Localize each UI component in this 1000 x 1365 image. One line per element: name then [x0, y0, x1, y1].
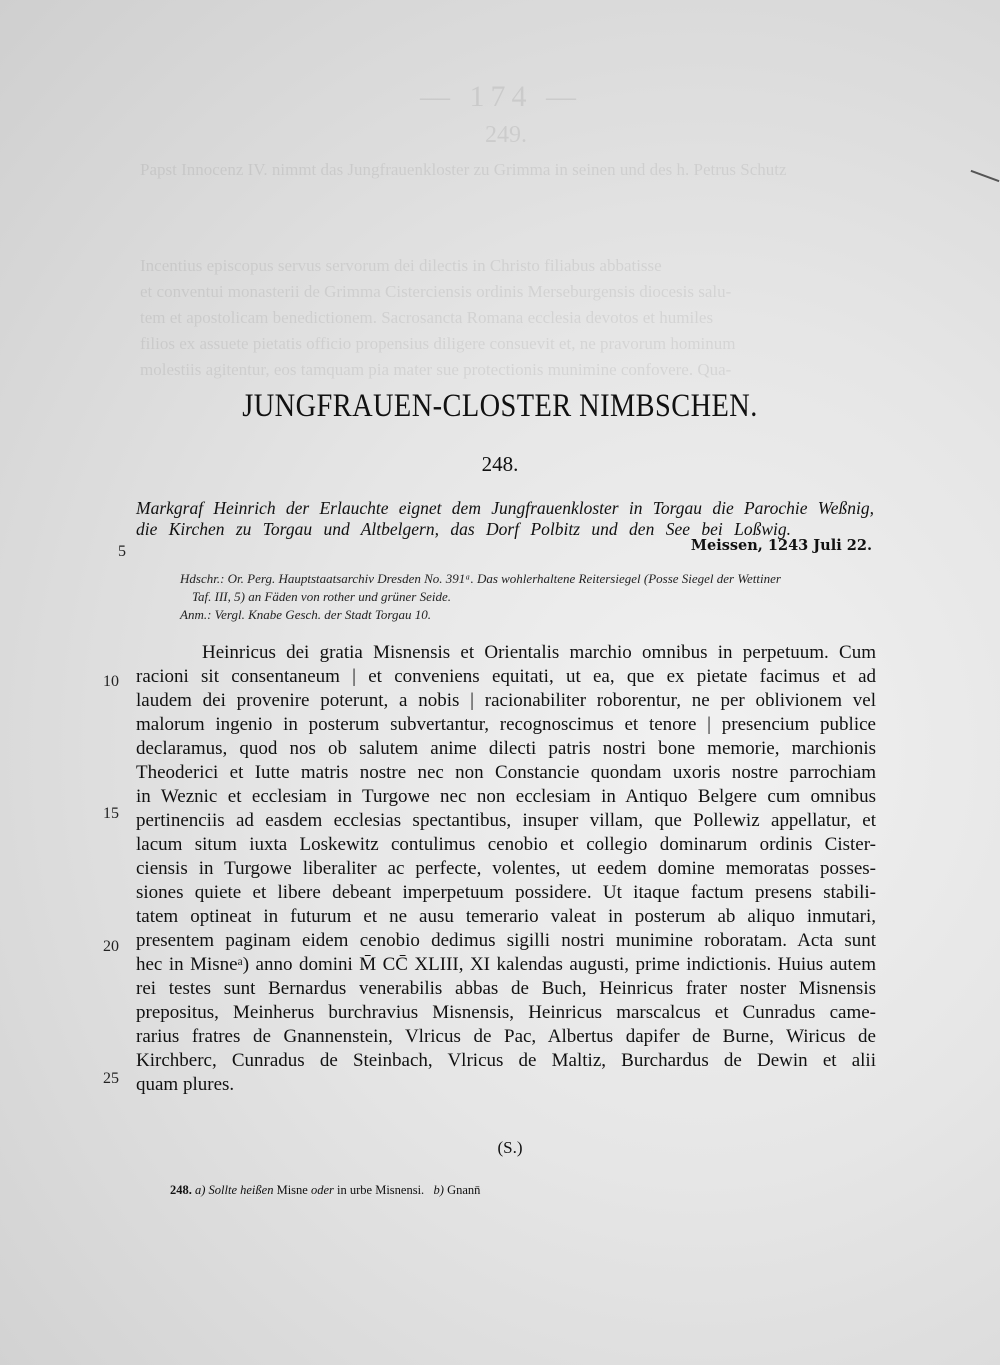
place-date: Meissen, 1243 Juli 22.	[690, 537, 872, 554]
regest-line: die Kirchen zu Torgau und Altbelgern, das Dorf Polbitz und den See bei Loßwig.	[136, 519, 791, 539]
text-line: declaramus, quod nos ob salutem anime dilecti patris nostri bone memorie, marchionis	[136, 738, 876, 759]
text-line: presentem paginam eidem cenobio dedimus sigilli nostri munimine roboratam. Acta sunt	[136, 930, 876, 951]
text-line: siones quiete et libere debeant imperpetuum possidere. Ut itaque factum presens stabili-	[136, 882, 876, 903]
section-title: JUNGFRAUEN-CLOSTER NIMBSCHEN.	[242, 388, 758, 424]
text-line: Heinricus dei gratia Misnensis et Orientalis marchio omnibus in perpetuum. Cum	[202, 642, 876, 663]
text-line: Kirchberc, Cunradus de Steinbach, Vlricus de Maltiz, Burchardus de Dewin et alii	[136, 1050, 876, 1071]
text-line: laudem dei provenire poterunt, a nobis | racionabiliter roborentur, ne per oblivionem vel	[136, 690, 876, 711]
line-number: 15	[103, 805, 119, 822]
note-line: Taf. III, 5) an Fäden von rother und grüner Seide.	[192, 589, 452, 604]
text-line: hec in Misneᵃ) anno domini M̄ CC̄ XLIII, XI kalendas augusti, prime indictionis. Huius autem	[136, 954, 876, 975]
text-line: ciensis in Turgowe liberaliter ac perfecte, volentes, ut eedem domine memoratas posses-	[136, 858, 876, 879]
text-line: racioni sit consentaneum | et conveniens equitati, ut ea, que ex pietate facimus et ad	[136, 666, 876, 687]
seal-mark: (S.)	[497, 1138, 523, 1157]
line-number: 20	[103, 938, 119, 955]
footnote-label-a: a)	[195, 1183, 206, 1197]
text-line: in Weznic et ecclesiam in Turgowe nec non ecclesiam in Antiquo Belgere cum omnibus	[136, 786, 876, 807]
footnote-text: Misne	[276, 1183, 308, 1197]
text-line: lacum situm iuxta Loskewitz contulimus cenobio et collegio dominarum ordinis Cister-	[136, 834, 876, 855]
text-line: Theoderici et Iutte matris nostre nec non Constancie quondam uxoris nostre parrochiam	[136, 762, 876, 783]
text-line: prepositus, Meinherus burchravius Misnensis, Heinricus marscalcus et Cunradus came-	[136, 1002, 876, 1023]
footnote-italic: oder	[310, 1183, 334, 1197]
charter-text	[136, 641, 876, 1097]
footnote	[170, 1183, 480, 1198]
text-line: malorum ingenio in posterum subvertantur, recognoscimus et tenore | presencium publice	[136, 714, 876, 735]
ghost-page-header: — 174 —	[420, 80, 582, 113]
ghost-line: molestiis agitentur, eos tamquam pia mater sue protectionis munimine confovere. Qua-	[140, 360, 732, 379]
footnote-number: 248.	[170, 1183, 192, 1197]
ghost-line: Papst Innocenz IV. nimmt das Jungfrauenkloster zu Grimma in seinen und des h. Petrus Schutz	[140, 160, 787, 179]
line-number: 5	[118, 543, 126, 560]
ghost-line: filios ex assuete pietatis officio propensius diligere consuevit et, ne pravorum hominum	[140, 334, 736, 353]
ghost-document-number: 249.	[485, 122, 527, 148]
regest-line: Markgraf Heinrich der Erlauchte eignet dem Jungfrauenkloster in Torgau die Parochie Weßnig,	[136, 498, 874, 518]
text-line: rei testes sunt Bernardus venerabilis abbas de Buch, Heinricus frater noster Misnensis	[136, 978, 876, 999]
page-edge-mark	[971, 170, 1000, 182]
note-line: Anm.: Vergl. Knabe Gesch. der Stadt Torgau 10.	[180, 607, 431, 622]
footnote-label-b: b)	[433, 1183, 444, 1197]
ghost-line: Incentius episcopus servus servorum dei dilectis in Christo filiabus abbatisse	[140, 256, 662, 275]
text-line: tatem optineat in futurum et ne ausu temerario valeat in posterum ab aliquo inmutari,	[136, 906, 876, 927]
text-line: rarius fratres de Gnannenstein, Vlricus de Pac, Albertus dapifer de Burne, Wiricus de	[136, 1026, 876, 1047]
note-line: Hdschr.: Or. Perg. Hauptstaatsarchiv Dresden No. 391ᵃ. Das wohlerhaltene Reitersiegel (Posse Siegel der Wettiner	[180, 571, 781, 586]
line-number: 25	[103, 1070, 119, 1087]
footnote-text: Gnann̄	[447, 1183, 481, 1197]
manuscript-notes	[180, 570, 880, 624]
text-line: pertinenciis ad easdem ecclesias spectantibus, insuper villam, que Pollewiz appellatur, et	[136, 810, 876, 831]
footnote-italic: Sollte heißen	[208, 1183, 274, 1197]
ghost-line: et conventui monasterii de Grimma Cisterciensis ordinis Merseburgensis diocesis salu-	[140, 282, 732, 301]
line-number: 10	[103, 673, 119, 690]
text-line: quam plures.	[136, 1074, 235, 1095]
document-number: 248.	[481, 452, 519, 476]
footnote-text: in urbe Misnensi.	[337, 1183, 425, 1197]
regest-summary	[136, 498, 874, 540]
ghost-line: tem et apostolicam benedictionem. Sacrosancta Romana ecclesia devotos et humiles	[140, 308, 714, 327]
